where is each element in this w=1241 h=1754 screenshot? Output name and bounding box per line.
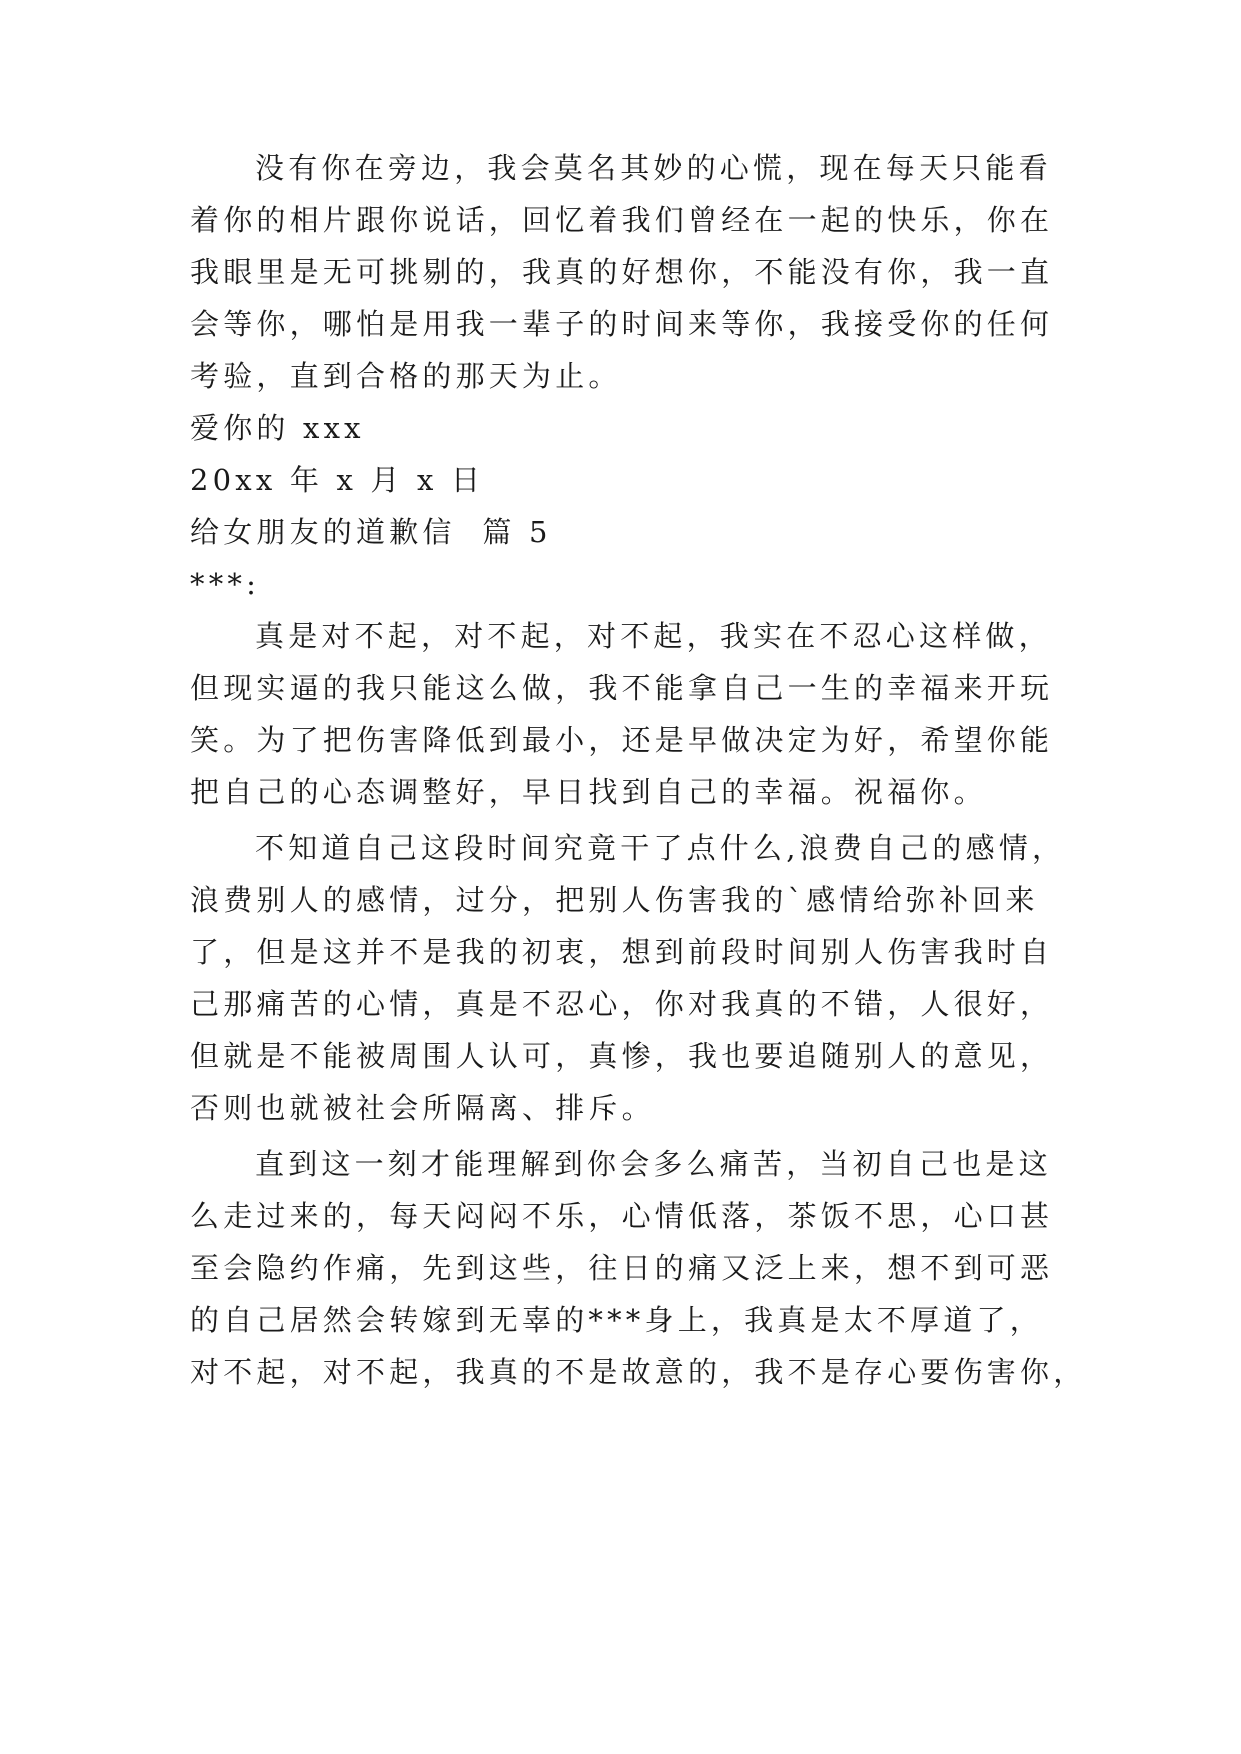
date: 20xx 年 x 月 x 日 bbox=[190, 463, 485, 497]
paragraph-3-line-5: 但就是不能被周围人认可，真惨，我也要追随别人的意见， bbox=[190, 1039, 1054, 1073]
signature: 爱你的 xxx bbox=[190, 411, 365, 445]
paragraph-1-line-1: 没有你在旁边，我会莫名其妙的心慌，现在每天只能看 bbox=[255, 151, 1052, 185]
paragraph-3-line-4: 己那痛苦的心情，真是不忍心，你对我真的不错，人很好， bbox=[190, 987, 1054, 1021]
paragraph-4-line-4: 的自己居然会转嫁到无辜的***身上，我真是太不厚道了， bbox=[190, 1303, 1043, 1337]
paragraph-4-line-5: 对不起，对不起，我真的不是故意的，我不是存心要伤害你， bbox=[190, 1355, 1087, 1389]
paragraph-1-line-4: 会等你，哪怕是用我一辈子的时间来等你，我接受你的任何 bbox=[190, 307, 1054, 341]
paragraph-2-line-1: 真是对不起，对不起，对不起，我实在不忍心这样做， bbox=[255, 619, 1052, 653]
paragraph-2-line-4: 把自己的心态调整好，早日找到自己的幸福。祝福你。 bbox=[190, 775, 987, 809]
paragraph-1-line-5: 考验，直到合格的那天为止。 bbox=[190, 359, 622, 393]
paragraph-3-line-6: 否则也就被社会所隔离、排斥。 bbox=[190, 1091, 655, 1125]
paragraph-2-line-3: 笑。为了把伤害降低到最小，还是早做决定为好，希望你能 bbox=[190, 723, 1054, 757]
section-title: 给女朋友的道歉信 篇 5 bbox=[190, 515, 552, 549]
paragraph-1-line-2: 着你的相片跟你说话，回忆着我们曾经在一起的快乐，你在 bbox=[190, 203, 1054, 237]
paragraph-3-line-2: 浪费别人的感情，过分，把别人伤害我的`感情给弥补回来 bbox=[190, 883, 1039, 917]
paragraph-4-line-2: 么走过来的，每天闷闷不乐，心情低落，茶饭不思，心口甚 bbox=[190, 1199, 1054, 1233]
paragraph-1-line-3: 我眼里是无可挑剔的，我真的好想你，不能没有你，我一直 bbox=[190, 255, 1054, 289]
paragraph-2-line-2: 但现实逼的我只能这么做，我不能拿自己一生的幸福来开玩 bbox=[190, 671, 1054, 705]
paragraph-4-line-3: 至会隐约作痛，先到这些，往日的痛又泛上来，想不到可恶 bbox=[190, 1251, 1054, 1285]
salutation: ***: bbox=[190, 567, 261, 601]
paragraph-3-line-1: 不知道自己这段时间究竟干了点什么,浪费自己的感情， bbox=[255, 831, 1066, 865]
paragraph-3-line-3: 了，但是这并不是我的初衷，想到前段时间别人伤害我时自 bbox=[190, 935, 1054, 969]
paragraph-4-line-1: 直到这一刻才能理解到你会多么痛苦，当初自己也是这 bbox=[255, 1147, 1052, 1181]
